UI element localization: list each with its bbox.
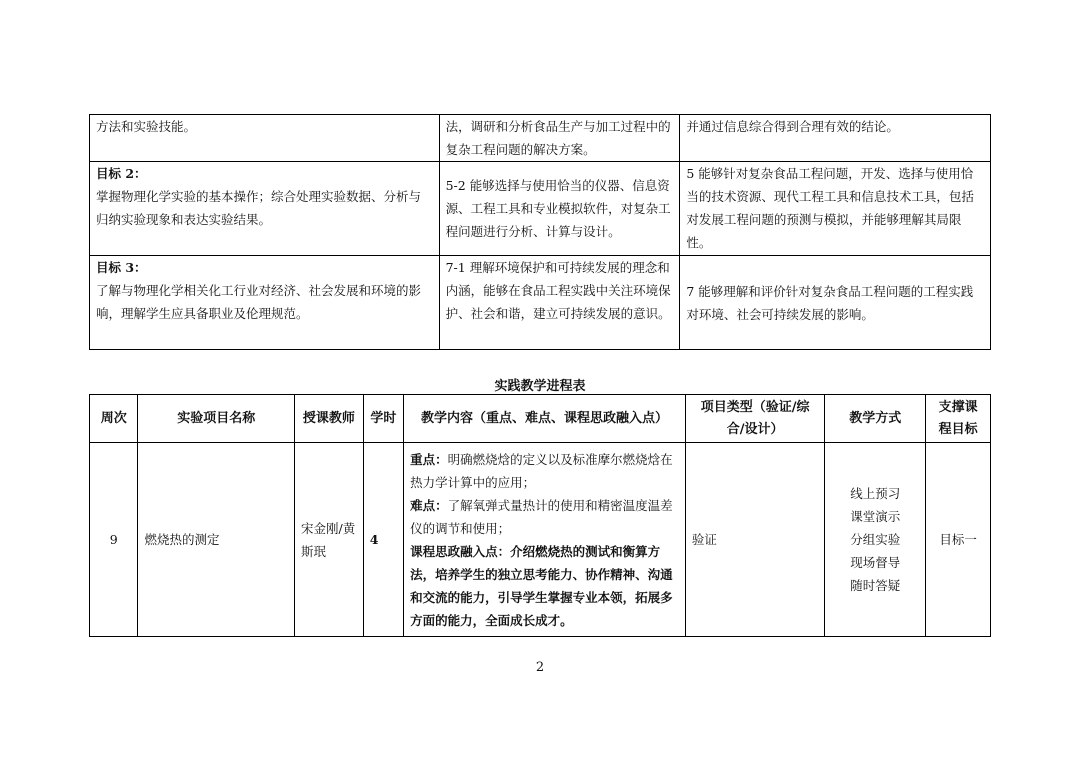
objective-cell bbox=[90, 256, 440, 350]
graduation-indicator: 法，调研和分析食品生产与加工过程中的复杂工程问题的解决方案。 bbox=[439, 115, 680, 162]
objective-row-1 bbox=[90, 115, 991, 162]
graduation-requirement: 7 能够理解和评价针对复杂食品工程问题的工程实践对环境、社会可持续发展的影响。 bbox=[680, 256, 991, 350]
header-week: 周次 bbox=[90, 395, 138, 443]
week-cell: 9 bbox=[90, 443, 138, 637]
method-cell bbox=[825, 443, 926, 637]
graduation-requirement: 5 能够针对复杂食品工程问题，开发、选择与使用恰当的技术资源、现代工程工具和信息技术工具，包括对发展工程问题的预测与模拟，并能够理解其局限性。 bbox=[680, 162, 991, 256]
objectives-table bbox=[89, 114, 991, 350]
header-target: 支撑课程目标 bbox=[926, 395, 991, 443]
objective-goal: 目标 3： bbox=[96, 260, 147, 275]
content-cell bbox=[404, 443, 686, 637]
objective-description: 掌握物理化学实验的基本操作；综合处理实验数据、分析与归纳实验现象和表达实验结果。 bbox=[96, 189, 422, 227]
method-item: 随时答疑 bbox=[850, 578, 901, 593]
method-item: 线上预习 bbox=[850, 486, 901, 501]
key-point-label: 重点： bbox=[410, 451, 448, 467]
graduation-indicator: 7-1 理解环境保护和可持续发展的理念和内涵，能够在食品工程实践中关注环境保护、社会和谐，建立可持续发展的意识。 bbox=[439, 256, 680, 350]
objective-description: 方法和实验技能。 bbox=[90, 115, 440, 162]
graduation-indicator: 5-2 能够选择与使用恰当的仪器、信息资源、工程工具和专业模拟软件，对复杂工程问题进行分析、计算与设计。 bbox=[439, 162, 680, 256]
method-item: 课堂演示 bbox=[850, 509, 901, 524]
objective-goal: 目标 2： bbox=[96, 166, 147, 181]
key-point-text: 明确燃烧焓的定义以及标准摩尔燃烧焓在热力学计算中的应用； bbox=[410, 451, 673, 490]
method-item: 现场督导 bbox=[850, 555, 901, 570]
difficulty-text: 了解氧弹式量热计的使用和精密温度温差仪的调节和使用； bbox=[410, 497, 673, 536]
project-cell: 燃烧热的测定 bbox=[138, 443, 295, 637]
hours-cell: 4 bbox=[363, 443, 403, 637]
objective-row-3 bbox=[90, 256, 991, 350]
schedule-row bbox=[90, 443, 991, 637]
difficulty-label: 难点： bbox=[410, 497, 448, 513]
schedule-header-row bbox=[90, 395, 991, 443]
ideological-label: 课程思政融入点： bbox=[410, 543, 511, 559]
objective-row-2 bbox=[90, 162, 991, 256]
graduation-requirement: 并通过信息综合得到合理有效的结论。 bbox=[680, 115, 991, 162]
schedule-title: 实践教学进程表 bbox=[494, 379, 586, 394]
method-item: 分组实验 bbox=[850, 532, 901, 547]
teacher-cell: 宋金刚/黄斯珉 bbox=[295, 443, 364, 637]
schedule-table bbox=[89, 394, 991, 637]
type-cell: 验证 bbox=[685, 443, 824, 637]
header-project: 实验项目名称 bbox=[138, 395, 295, 443]
objective-description: 了解与物理化学相关化工行业对经济、社会发展和环境的影响，理解学生应具备职业及伦理规范。 bbox=[96, 283, 422, 321]
ideological-text: 介绍燃烧热的测试和衡算方法，培养学生的独立思考能力、协作精神、沟通和交流的能力，引导学生掌握专业本领，拓展多方面的能力，全面成长成才。 bbox=[410, 543, 673, 628]
header-type: 项目类型（验证/综合/设计） bbox=[685, 395, 824, 443]
header-content: 教学内容（重点、难点、课程思政融入点） bbox=[404, 395, 686, 443]
header-method: 教学方式 bbox=[825, 395, 926, 443]
target-cell: 目标一 bbox=[926, 443, 991, 637]
header-hours: 学时 bbox=[363, 395, 403, 443]
objective-cell bbox=[90, 162, 440, 256]
page-number: 2 bbox=[535, 660, 545, 675]
header-teacher: 授课教师 bbox=[295, 395, 364, 443]
